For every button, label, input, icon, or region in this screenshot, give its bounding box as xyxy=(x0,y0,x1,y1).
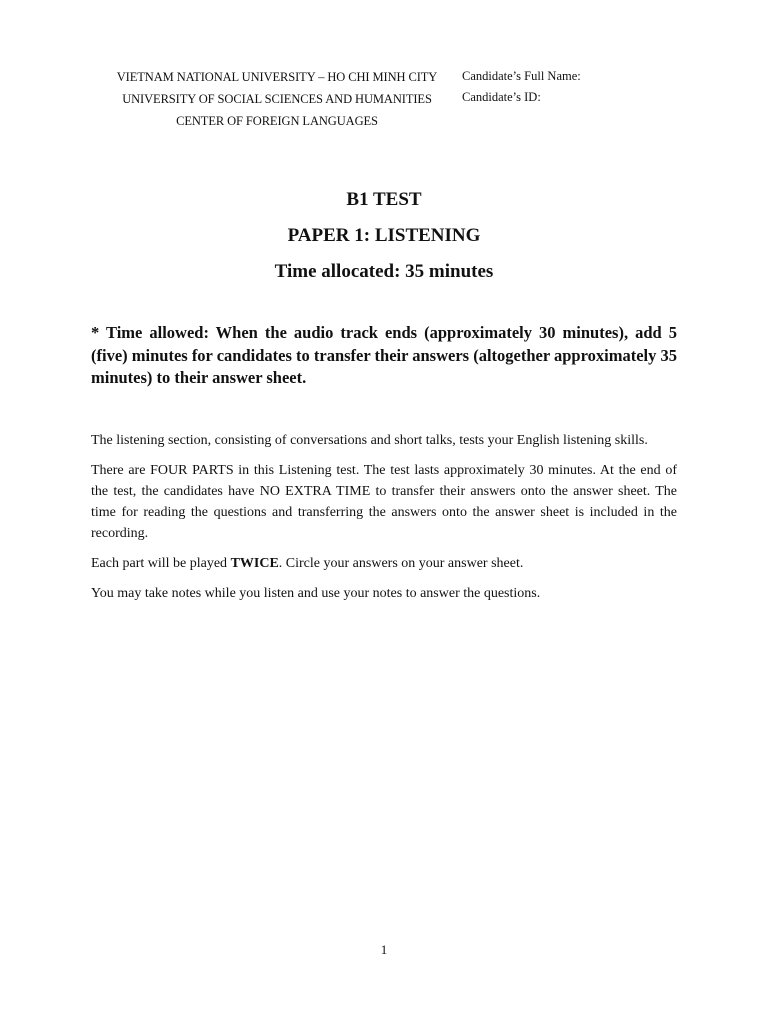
candidate-name-label: Candidate’s Full Name: xyxy=(462,69,581,83)
instruction-paragraph-1: The listening section, consisting of conversations and short talks, tests your English listening skills. xyxy=(91,433,648,448)
instruction-paragraph-3 xyxy=(91,553,677,574)
institution-header xyxy=(104,66,450,132)
institution-line-2: UNIVERSITY OF SOCIAL SCIENCES AND HUMANITIES xyxy=(122,92,432,106)
instruction-paragraph-3-end: . Circle your answers on your answer sheet. xyxy=(278,556,524,571)
institution-line-3: CENTER OF FOREIGN LANGUAGES xyxy=(176,114,378,128)
instruction-paragraph-4: You may take notes while you listen and use your notes to answer the questions. xyxy=(91,586,541,601)
institution-line-1: VIETNAM NATIONAL UNIVERSITY – HO CHI MINH CITY xyxy=(116,70,438,84)
twice-emphasis: TWICE xyxy=(230,556,279,571)
instruction-paragraph-2: There are FOUR PARTS in this Listening test. The test lasts approximately 30 minutes. At the end of the test, the candidates have NO EXTRA TIME to transfer their answers onto the answer sheet. The time for reading the questions and transferring the answers onto the answer sheet is included in the recording. xyxy=(91,463,677,541)
instruction-paragraph-3-start: Each part will be played xyxy=(91,556,231,571)
instructions xyxy=(91,430,677,613)
paper-title: PAPER 1: LISTENING xyxy=(287,225,481,246)
candidate-info xyxy=(462,66,581,108)
page-number: 1 xyxy=(380,942,388,957)
title-block xyxy=(0,186,768,294)
candidate-id-label: Candidate’s ID: xyxy=(462,90,541,104)
time-allocated: Time allocated: 35 minutes xyxy=(274,261,494,282)
test-title: B1 TEST xyxy=(346,189,422,210)
time-allowed-notice: * Time allowed: When the audio track ends (approximately 30 minutes), add 5 (five) minutes for candidates to transfer their answers (altogether approximately 35 minutes) to their answer sheet. xyxy=(91,323,677,387)
